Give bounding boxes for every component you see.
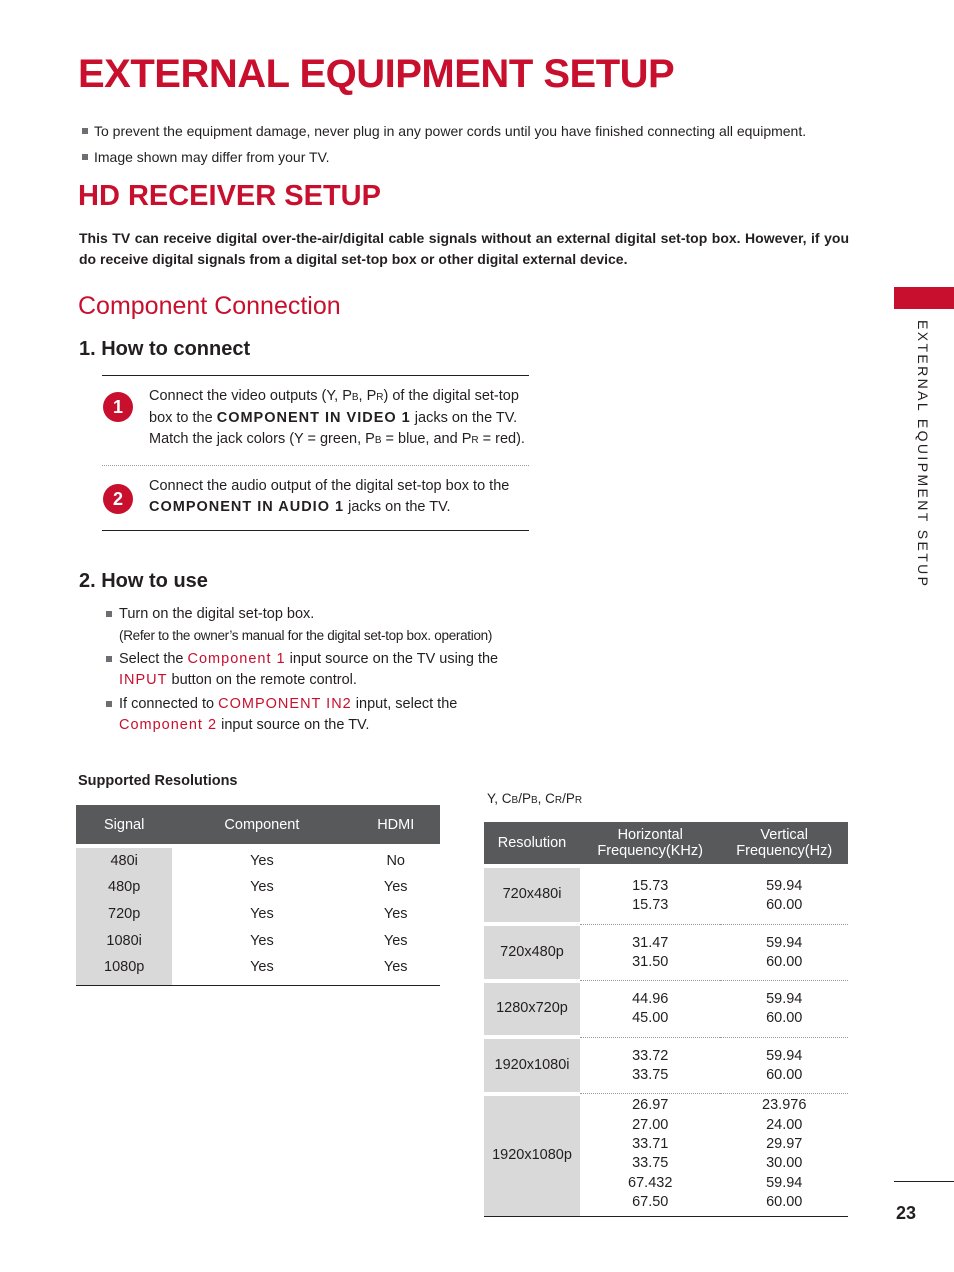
connect-steps bbox=[102, 375, 529, 531]
list-item: If connected to COMPONENT IN2 input, select the Component 2 input source on the TV. bbox=[106, 694, 536, 736]
bullet-item: Image shown may differ from your TV. bbox=[82, 144, 806, 170]
step-number-badge: 2 bbox=[103, 484, 133, 514]
square-bullet-icon bbox=[82, 128, 88, 134]
table-row: 1280x720p 44.96 45.00 59.94 60.00 bbox=[484, 981, 848, 1038]
how-to-use-list bbox=[106, 604, 536, 739]
list-item: Select the Component 1 input source on the TV using the INPUT button on the remote control. bbox=[106, 649, 536, 691]
supported-resolutions-table bbox=[76, 805, 440, 986]
frequency-table bbox=[484, 822, 848, 1217]
page-number-rule bbox=[894, 1181, 954, 1182]
step-number-badge: 1 bbox=[103, 392, 133, 422]
component-signal-caption: Y, CB/PB, CR/PR bbox=[487, 791, 583, 806]
table-row: 720p Yes Yes bbox=[76, 900, 440, 927]
intro-paragraph: This TV can receive digital over-the-air/digital cable signals without an external digital set-top box. However, if you do receive digital signals from a digital set-top box or other digital external device. bbox=[79, 230, 849, 267]
table-header-row: Resolution Horizontal Frequency(KHz) Vertical Frequency(Hz) bbox=[484, 822, 848, 866]
how-to-use-heading: 2. How to use bbox=[79, 570, 208, 592]
page-number: 23 bbox=[896, 1203, 917, 1223]
square-bullet-icon bbox=[106, 701, 112, 707]
table-row: 1920x1080p 26.97 27.00 33.71 33.75 67.432 67.50 23.976 24.00 29.97 30.00 59.94 60.00 bbox=[484, 1094, 848, 1217]
side-tab-label: EXTERNAL EQUIPMENT SETUP bbox=[915, 320, 931, 589]
jack-label: COMPONENT IN AUDIO 1 bbox=[149, 499, 345, 515]
step-2: 2 Connect the audio output of the digital set-top box to the COMPONENT IN AUDIO 1 jacks on the TV. bbox=[102, 466, 529, 530]
jack-label: COMPONENT IN VIDEO 1 bbox=[216, 410, 411, 426]
table-row: 480i Yes No bbox=[76, 846, 440, 873]
section-title: HD RECEIVER SETUP bbox=[78, 180, 381, 212]
table-row: 720x480i 15.73 15.73 59.94 60.00 bbox=[484, 866, 848, 924]
table-row: 1080i Yes Yes bbox=[76, 927, 440, 954]
square-bullet-icon bbox=[82, 154, 88, 160]
list-item: Turn on the digital set-top box. (Refer to the owner’s manual for the digital set-top box. operation) bbox=[106, 604, 536, 646]
page-title: EXTERNAL EQUIPMENT SETUP bbox=[78, 52, 675, 96]
table-header-row: Signal Component HDMI bbox=[76, 805, 440, 846]
table-row: 480p Yes Yes bbox=[76, 873, 440, 900]
table-row: 1080p Yes Yes bbox=[76, 954, 440, 985]
supported-resolutions-label: Supported Resolutions bbox=[78, 773, 238, 789]
table-row: 1920x1080i 33.72 33.75 59.94 60.00 bbox=[484, 1037, 848, 1094]
step-1: 1 Connect the video outputs (Y, PB, PR) of the digital set-top box to the COMPONENT IN VIDEO 1 jacks on the TV. Match the jack colors (Y = green, PB = blue, and PR = red). bbox=[102, 376, 529, 466]
square-bullet-icon bbox=[106, 656, 112, 662]
subsection-title: Component Connection bbox=[78, 292, 341, 320]
bullet-item: To prevent the equipment damage, never plug in any power cords until you have finished connecting all equipment. bbox=[82, 118, 806, 144]
how-to-connect-heading: 1. How to connect bbox=[79, 338, 251, 360]
warning-bullets bbox=[82, 118, 806, 170]
square-bullet-icon bbox=[106, 611, 112, 617]
table-row: 720x480p 31.47 31.50 59.94 60.00 bbox=[484, 924, 848, 981]
note-text: (Refer to the owner’s manual for the digital set-top box. operation) bbox=[119, 628, 493, 643]
section-tab-marker bbox=[894, 287, 954, 309]
